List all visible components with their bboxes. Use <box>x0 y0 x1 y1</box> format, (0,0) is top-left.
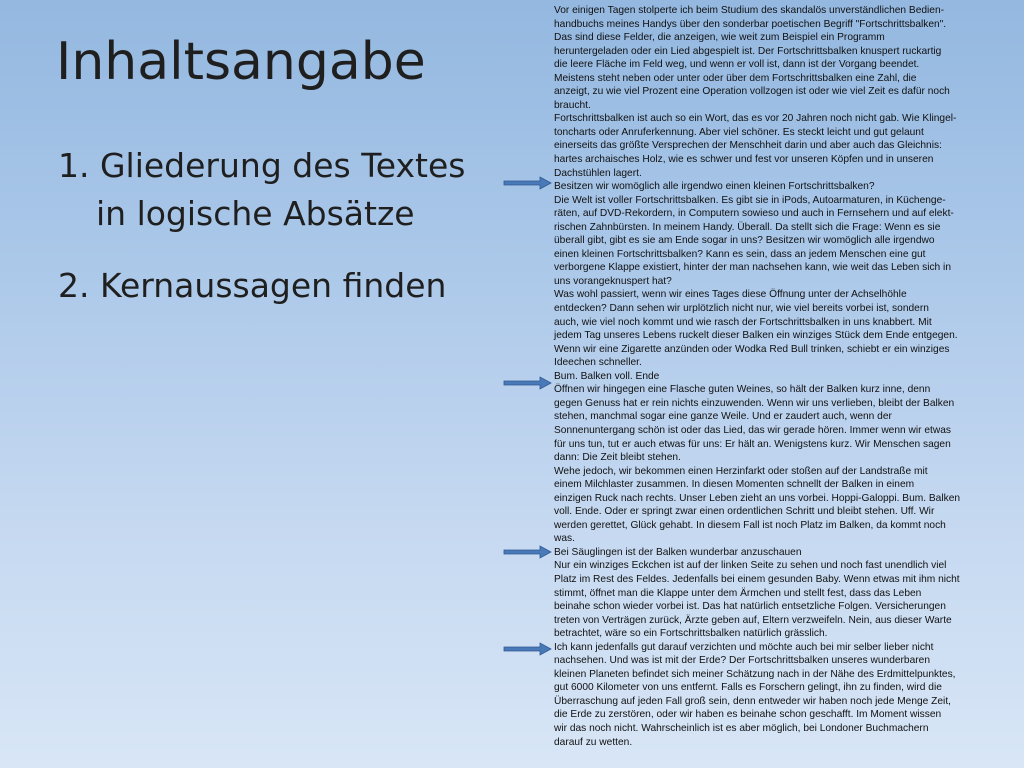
slide-title: Inhaltsangabe <box>56 32 426 92</box>
text-line: handbuchs meines Handys über den sonderbar poetischen Begriff "Fortschrittsbalken". <box>554 18 947 30</box>
text-line: Vor einigen Tagen stolperte ich beim Studium des skandalös unverständlichen Bedien- <box>554 5 945 16</box>
text-line: uns vorangeknuspert hat? <box>554 275 672 287</box>
text-line: gegen Genuss hat er rein nichts einzuwenden. Wenn wir uns verlieben, bleibt der Balken <box>554 397 955 409</box>
text-line: Bei Säuglingen ist der Balken wunderbar anzuschauen <box>554 546 802 558</box>
text-line: braucht. <box>554 99 591 111</box>
text-line: hartes archaisches Holz, wie es schwer und fest vor unseren Köpfen und in unseren <box>554 154 934 166</box>
text-line: räten, auf DVD-Rekordern, in Computern sowieso und auch in Fernsehern und auf elekt- <box>554 208 954 220</box>
text-line: Nur ein winziges Eckchen ist auf der linken Seite zu sehen und noch fast unendlich viel <box>554 560 947 572</box>
point-1-line-1: 1. Gliederung des Textes <box>58 146 466 185</box>
text-line: Was wohl passiert, wenn wir eines Tages diese Öffnung unter der Achselhöhle <box>554 289 907 301</box>
text-line: betrachtet, wäre so ein Fortschrittsbalken natürlich grässlich. <box>554 628 828 640</box>
text-line: stehen, manchmal sogar eine ganze Weile. Und er zaudert auch, wenn der <box>554 411 892 423</box>
text-line: dann: Die Zeit bleibt stehen. <box>554 452 681 464</box>
text-line: einen kleinen Fortschrittsbalken? Kann es sein, dass an jedem Menschen eine gut <box>554 248 926 260</box>
text-line: Wenn wir eine Zigarette anzünden oder Wodka Red Bull trinken, schiebt er ein winziges <box>554 343 950 355</box>
text-line: heruntergeladen oder ein Lied abgespielt ist. Der Fortschrittsbalken knuspert ruckartig <box>554 45 942 57</box>
text-line: Wehe jedoch, wir bekommen einen Herzinfarkt oder stoßen auf der Landstraße mit <box>554 465 928 477</box>
text-line: wir das noch nicht. Wahrscheinlich ist es aber möglich, bei Londoner Buchmachern <box>554 722 929 734</box>
text-line: einzigen Ruck nach rechts. Unser Leben zieht an uns vorbei. Hoppi-Galoppi. Bum. Balken <box>554 492 961 504</box>
arrow-icon <box>502 545 552 559</box>
text-line: was. <box>554 533 575 545</box>
text-line: kleinen Planeten befindet sich meiner Schätzung nach in der Nähe des Erdmittelpunktes, <box>554 668 956 680</box>
text-line: gut 6000 Kilometer von uns entfernt. Falls es Forschern gelingt, ihn zu finden, wird die <box>554 682 942 694</box>
text-line: anzeigt, zu wie viel Prozent eine Operation vollzogen ist oder wie viel Zeit es dafür noch <box>554 86 950 98</box>
text-line: Ich kann jedenfalls gut darauf verzichten und möchte auch bei mir selber lieber nicht <box>554 641 934 653</box>
source-text-column <box>554 4 974 749</box>
arrow-icon <box>502 376 552 390</box>
arrow-icon <box>502 176 552 190</box>
text-line: einem Milchlaster zusammen. In diesen Momenten schnellt der Balken in einem <box>554 479 915 491</box>
text-line: rischen Zahnbürsten. In meinem Handy. Überall. Da stellt sich die Frage: Wenn es sie <box>554 221 941 233</box>
text-line: Öffnen wir hingegen eine Flasche guten Weines, so hält der Balken kurz inne, denn <box>554 384 931 396</box>
point-1-line-2: in logische Absätze <box>96 194 415 233</box>
text-line: die Erde zu zerstören, oder wir haben es beinahe schon geschafft. Im Moment wissen <box>554 709 942 721</box>
arrow-icon <box>502 642 552 656</box>
text-line: verborgene Klappe existiert, hinter der man nachsehen kann, wie weit das Leben sich in <box>554 262 951 274</box>
text-line: auch, wie viel noch kommt und wie rasch der Fortschrittsbalken in uns knabbert. Mit <box>554 316 932 328</box>
text-line: Bum. Balken voll. Ende <box>554 370 660 382</box>
text-line: Platz im Rest des Feldes. Jedenfalls bei einem gesunden Baby. Wenn etwas mit ihm nicht <box>554 573 960 585</box>
text-line: Sonnenuntergang schön ist oder das Lied, das wir gerade hören. Immer wenn wir etwas <box>554 424 951 436</box>
text-line: darauf zu wetten. <box>554 736 633 748</box>
text-line: überall gibt, gibt es sie am Ende sogar in uns? Besitzen wir womöglich alle irgendwo <box>554 235 935 247</box>
text-line: Ideechen schneller. <box>554 357 642 369</box>
text-line: Meistens steht neben oder unter oder über dem Fortschrittsbalken eine Zahl, die <box>554 72 917 84</box>
text-line: nachsehen. Und was ist mit der Erde? Der Fortschrittsbalken unseres wunderbaren <box>554 655 930 667</box>
text-line: Die Welt ist voller Fortschrittsbalken. Es gibt sie in iPods, Autoarmaturen, in Küchenge- <box>554 194 946 206</box>
text-line: die leere Fläche im Feld weg, und wenn er voll ist, dann ist der Vorgang beendet. <box>554 59 920 71</box>
text-line: Besitzen wir womöglich alle irgendwo einen kleinen Fortschrittsbalken? <box>554 181 875 193</box>
text-line: Das sind diese Felder, die anzeigen, wie weit zum Beispiel ein Programm <box>554 32 885 44</box>
point-1 <box>58 142 465 238</box>
text-line: Fortschrittsbalken ist auch so ein Wort, das es vor 20 Jahren noch nicht gab. Wie Klingel- <box>554 113 957 125</box>
text-line: für uns tun, tut er auch etwas für uns: Er hält an. Wenigstens kurz. Wir Menschen sagen <box>554 438 951 450</box>
text-line: voll. Ende. Oder er springt zwar einen ordentlichen Schritt und bleibt stehen. Uff. Wir <box>554 506 935 518</box>
text-line: Dachstühlen lagert. <box>554 167 642 179</box>
text-line: stimmt, öffnet man die Klappe unter dem Ärmchen und stellt fest, dass das Leben <box>554 587 922 599</box>
text-line: toncharts oder Anruferkennung. Aber viel schöner. Es steckt leicht und gut gelaunt <box>554 126 924 138</box>
text-line: entdecken? Dann sehen wir urplötzlich nicht nur, wie viel bereits vorbei ist, sondern <box>554 303 929 315</box>
text-line: werden gerettet, Glück gehabt. In diesem Fall ist noch Platz im Balken, da kommt noch <box>554 519 946 531</box>
text-line: treten von Verträgen zurück, Ärzte geben auf, Eltern verzweifeln. Nein, aus dieser Warte <box>554 614 952 626</box>
text-line: einerseits das größte Versprechen der Menschheit darin und aber auch das Gleichnis: <box>554 140 942 152</box>
text-line: beinahe schon wieder vorbei ist. Das hat natürlich entsetzliche Folgen. Versicherungen <box>554 601 946 613</box>
text-line: jedem Tag unseres Lebens ruckelt dieser Balken ein winziges Stück dem Ende entgegen. <box>554 330 958 342</box>
point-2: 2. Kernaussagen finden <box>58 266 447 305</box>
text-line: Überraschung auf jeden Fall groß sein, denn entweder wir haben noch jede Menge Zeit, <box>554 695 951 707</box>
